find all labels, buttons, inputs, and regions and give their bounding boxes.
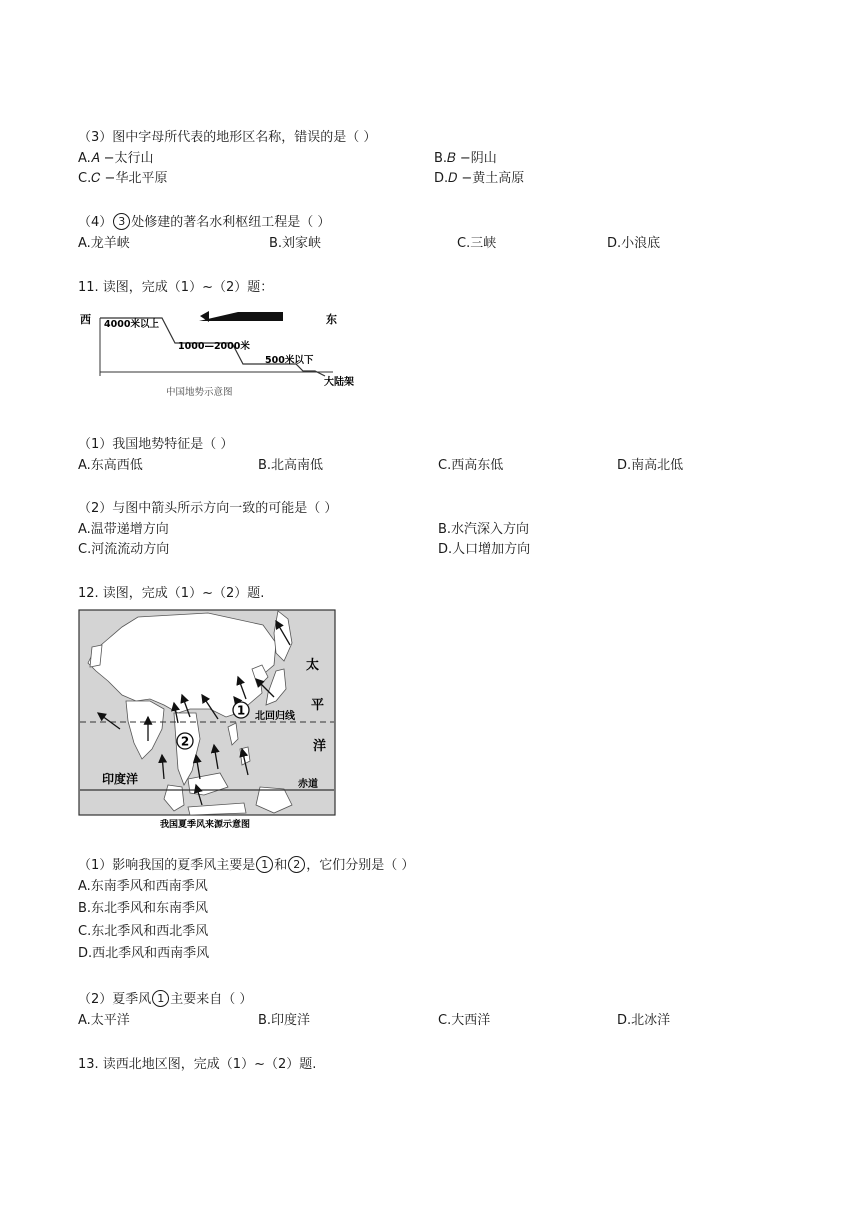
q12-p1-option-a[interactable]: A.东南季风和西南季风 <box>78 879 208 894</box>
island-west <box>90 645 102 667</box>
q11-p1-option-c[interactable]: C.西高东低 <box>438 458 504 473</box>
q10-p3-stem: （3）图中字母所代表的地形区名称，错误的是（ ） <box>78 130 377 145</box>
direction-arrow-shaft <box>199 312 283 321</box>
q10-p4-option-d[interactable]: D.小浪底 <box>607 236 661 251</box>
q10-p4-option-a[interactable]: A.龙羊峡 <box>78 236 130 251</box>
equator-label: 赤道 <box>298 779 318 790</box>
pacific-char-3: 洋 <box>313 739 327 754</box>
q12-p2-option-a[interactable]: A.太平洋 <box>78 1013 130 1028</box>
q10-p3-option-c[interactable]: C.𝐶 −华北平原 <box>78 171 168 186</box>
q12-p2-stem: （2）夏季风 1 主要来自（ ） <box>78 992 253 1007</box>
q11-p1-option-b[interactable]: B.北高南低 <box>258 458 324 473</box>
q12-p1-stem: （1）影响我国的夏季风主要是 1 和 2 ，它们分别是（ ） <box>78 858 415 873</box>
q10-p4-option-b[interactable]: B.刘家峡 <box>269 236 322 251</box>
continental-shelf-label: 大陆架 <box>324 377 354 388</box>
pacific-char-2: 平 <box>311 698 325 713</box>
q10-p4-stem: （4） 3 处修建的著名水利枢纽工程是（ ） <box>78 215 331 230</box>
q12-p2-option-b[interactable]: B.印度洋 <box>258 1013 311 1028</box>
q12-p2-option-d[interactable]: D.北冰洋 <box>617 1013 671 1028</box>
q11-p1-stem: （1）我国地势特征是（ ） <box>78 437 234 452</box>
q11-p1-option-d[interactable]: D.南高北低 <box>617 458 684 473</box>
q12-p1-option-b[interactable]: B.东北季风和东南季风 <box>78 901 209 916</box>
q10-p3-option-b[interactable]: B.𝐵 −阴山 <box>434 151 497 166</box>
circled-number: 2 <box>288 856 305 873</box>
level-1-label: 4000米以上 <box>104 319 159 330</box>
map-caption: 我国夏季风来源示意图 <box>160 820 251 830</box>
q10-p3-option-a[interactable]: A.𝐴 −太行山 <box>78 151 154 166</box>
q11-title: 11. 读图，完成（1）~（2）题： <box>78 280 274 295</box>
level-2-label: 1000—2000米 <box>178 341 250 352</box>
circled-number: 1 <box>152 990 169 1007</box>
q12-p2-option-c[interactable]: C.大西洋 <box>438 1013 491 1028</box>
q11-p2-option-a[interactable]: A.温带递增方向 <box>78 522 169 537</box>
circled-number: 3 <box>113 213 130 230</box>
tropic-label: 北回归线 <box>255 711 295 722</box>
q11-p2-option-b[interactable]: B.水汽深入方向 <box>438 522 530 537</box>
level-3-label: 500米以下 <box>265 355 314 366</box>
q11-p2-option-d[interactable]: D.人口增加方向 <box>438 542 531 557</box>
q12-p1-option-d[interactable]: D.西北季风和西南季风 <box>78 946 210 961</box>
summer-monsoon-map <box>78 609 336 831</box>
q12-p1-option-c[interactable]: C.东北季风和西北季风 <box>78 924 209 939</box>
east-label: 东 <box>326 313 337 326</box>
figure-caption: 中国地势示意图 <box>166 387 233 398</box>
svg-text:1: 1 <box>236 703 246 718</box>
q11-p1-option-a[interactable]: A.东高西低 <box>78 458 143 473</box>
q12-title: 12. 读图，完成（1）~（2）题. <box>78 586 265 601</box>
indian-ocean-label: 印度洋 <box>102 772 139 786</box>
q11-p2-option-c[interactable]: C.河流流动方向 <box>78 542 170 557</box>
svg-text:2: 2 <box>180 734 190 749</box>
q11-p2-stem: （2）与图中箭头所示方向一致的可能是（ ） <box>78 501 338 516</box>
terrain-profile-figure <box>78 306 368 402</box>
q10-p4-option-c[interactable]: C.三峡 <box>457 236 497 251</box>
circled-number: 1 <box>256 856 273 873</box>
q10-p3-option-d[interactable]: D.𝐷 −黄土高原 <box>434 171 525 186</box>
pacific-char-1: 太 <box>306 658 320 673</box>
q13-title: 13. 读西北地区图，完成（1）~（2）题. <box>78 1057 317 1072</box>
west-label: 西 <box>80 313 91 326</box>
